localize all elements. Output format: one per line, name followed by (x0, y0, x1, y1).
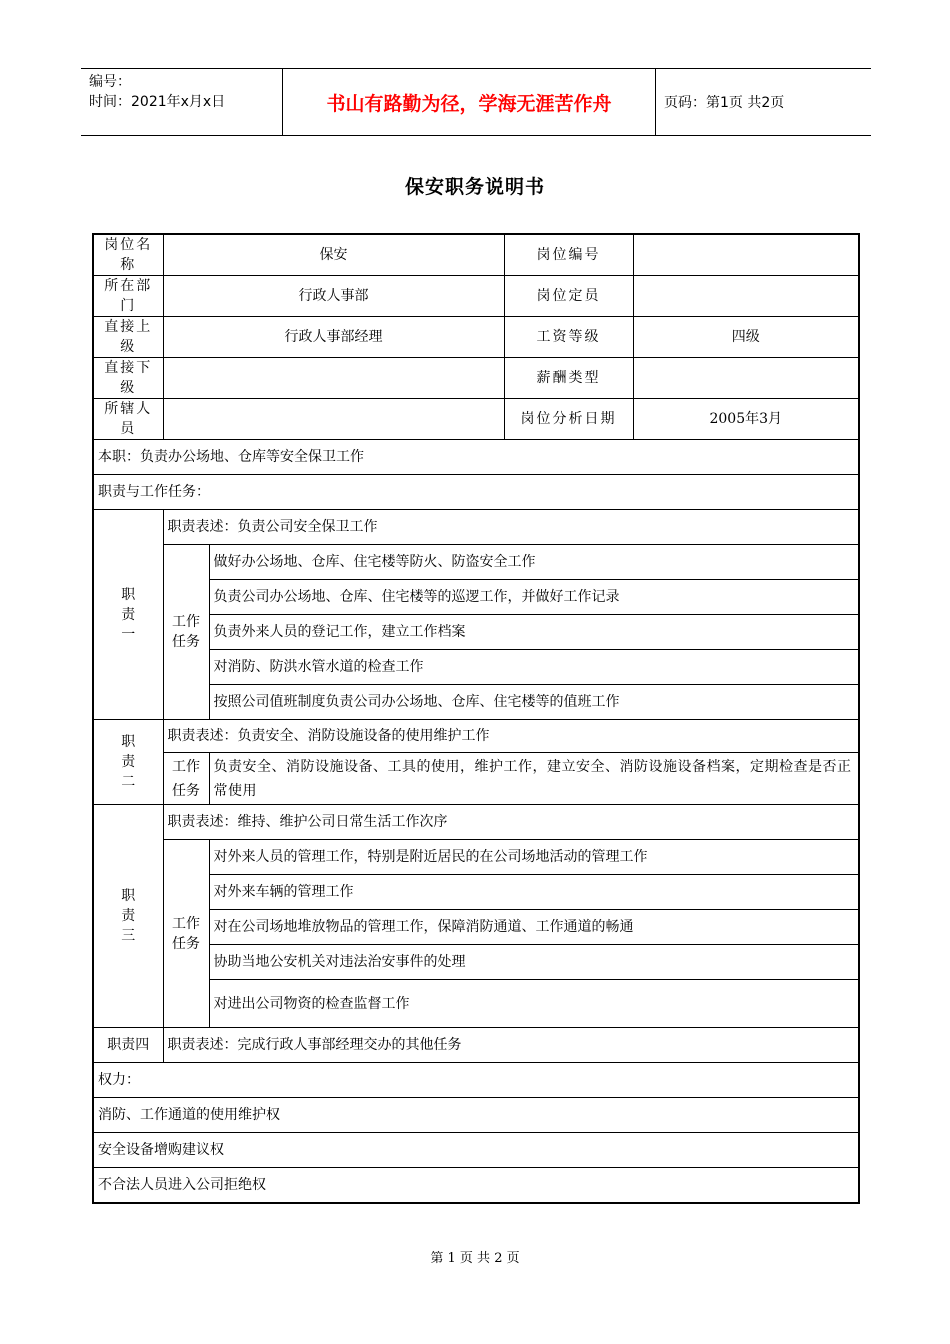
duty2-task-label (163, 753, 209, 805)
table-row (93, 234, 859, 276)
duty3-task: 对外来人员的管理工作，特别是附近居民的在公司场地活动的管理工作 (209, 840, 859, 875)
page-number-label: 页码：第1页 共2页 (664, 95, 785, 111)
subordinate-value (163, 358, 504, 399)
table-row (93, 840, 859, 875)
duty4-label: 职责四 (93, 1028, 163, 1063)
duty3-label-char: 责 (121, 908, 136, 924)
staffing-value (633, 276, 859, 317)
table-row (93, 399, 859, 440)
table-row (93, 720, 859, 753)
duty2-label-char: 职 (121, 734, 136, 750)
duties-header: 职责与工作任务： (93, 475, 859, 510)
table-row (93, 317, 859, 358)
grade-label: 工资等级 (504, 317, 633, 358)
staffing-label: 岗位定员 (504, 276, 633, 317)
post-name-label: 岗位名称 (93, 234, 163, 276)
subordinate-label: 直接下级 (93, 358, 163, 399)
power-item: 安全设备增购建议权 (93, 1133, 859, 1168)
table-row (93, 440, 859, 475)
duty1-task-label (163, 545, 209, 720)
table-row (93, 475, 859, 510)
duty1-label (93, 510, 163, 720)
table-row (93, 753, 859, 805)
task-label-line: 工作 (172, 915, 200, 932)
duty1-task: 负责公司办公场地、仓库、住宅楼等的巡逻工作，并做好工作记录 (209, 580, 859, 615)
duty2-desc: 职责表述：负责安全、消防设施设备的使用维护工作 (163, 720, 859, 753)
post-no-label: 岗位编号 (504, 234, 633, 276)
time-label: 时间：2021年x月x日 (89, 94, 226, 110)
task-label-line: 工作 (172, 758, 200, 775)
job-description-table (92, 233, 860, 1204)
page-header (81, 68, 871, 136)
table-row (93, 1028, 859, 1063)
table-row (93, 358, 859, 399)
duty2-task: 负责安全、消防设施设备、工具的使用，维护工作，建立安全、消防设施设备档案，定期检查是否正常使用 (209, 753, 859, 805)
table-row (93, 545, 859, 580)
table-row (93, 276, 859, 317)
duty3-task-label (163, 840, 209, 1028)
task-label-line: 任务 (172, 634, 200, 650)
task-label-line: 任务 (172, 935, 200, 952)
grade-value: 四级 (633, 317, 859, 358)
duty3-task: 对在公司场地堆放物品的管理工作，保障消防通道、工作通道的畅通 (209, 910, 859, 945)
table-row (93, 510, 859, 545)
motto: 书山有路勤为径，学海无涯苦作舟 (282, 69, 656, 135)
table-row (93, 1063, 859, 1098)
duty3-desc: 职责表述：维持、维护公司日常生活工作次序 (163, 805, 859, 840)
duty1-label-char: 一 (121, 626, 136, 643)
staff-label: 所辖人员 (93, 399, 163, 440)
duty3-task: 对外来车辆的管理工作 (209, 875, 859, 910)
duty3-label-char: 三 (121, 928, 136, 944)
duty2-label (93, 720, 163, 805)
dept-label: 所在部门 (93, 276, 163, 317)
page-footer: 第 1 页 共 2 页 (430, 1251, 520, 1266)
duty1-task: 做好办公场地、仓库、住宅楼等防火、防盗安全工作 (209, 545, 859, 580)
duty1-label-char: 责 (121, 606, 136, 623)
document-title: 保安职务说明书 (404, 176, 545, 198)
task-label-line: 任务 (172, 782, 200, 799)
duty2-label-char: 二 (121, 774, 136, 790)
table-row (93, 1133, 859, 1168)
duty1-label-char: 职 (121, 586, 136, 603)
power-item: 不合法人员进入公司拒绝权 (93, 1168, 859, 1203)
code-label: 编号： (89, 74, 131, 90)
duty3-label (93, 805, 163, 1028)
main-duty: 本职：负责办公场地、仓库等安全保卫工作 (93, 440, 859, 475)
post-no-value (633, 234, 859, 276)
staff-value (163, 399, 504, 440)
duty3-task: 协助当地公安机关对违法治安事件的处理 (209, 945, 859, 980)
superior-label: 直接上级 (93, 317, 163, 358)
duty3-label-char: 职 (121, 888, 136, 904)
table-row (93, 1098, 859, 1133)
duty3-task: 对进出公司物资的检查监督工作 (209, 980, 859, 1028)
header-left (89, 72, 279, 112)
power-item: 消防、工作通道的使用维护权 (93, 1098, 859, 1133)
superior-value: 行政人事部经理 (163, 317, 504, 358)
pay-type-label: 薪酬类型 (504, 358, 633, 399)
task-label-line: 工作 (172, 614, 200, 630)
duty1-task: 对消防、防洪水管水道的检查工作 (209, 650, 859, 685)
analysis-date-label: 岗位分析日期 (504, 399, 633, 440)
duty4-desc: 职责表述：完成行政人事部经理交办的其他任务 (163, 1028, 859, 1063)
table-row (93, 1168, 859, 1203)
table-row (93, 805, 859, 840)
duty1-task: 负责外来人员的登记工作，建立工作档案 (209, 615, 859, 650)
powers-header: 权力： (93, 1063, 859, 1098)
duty1-desc: 职责表述：负责公司安全保卫工作 (163, 510, 859, 545)
duty2-label-char: 责 (121, 754, 136, 770)
duty1-task: 按照公司值班制度负责公司办公场地、仓库、住宅楼等的值班工作 (209, 685, 859, 720)
analysis-date-value: 2005年3月 (633, 399, 859, 440)
dept-value: 行政人事部 (163, 276, 504, 317)
post-name-value: 保安 (163, 234, 504, 276)
pay-type-value (633, 358, 859, 399)
